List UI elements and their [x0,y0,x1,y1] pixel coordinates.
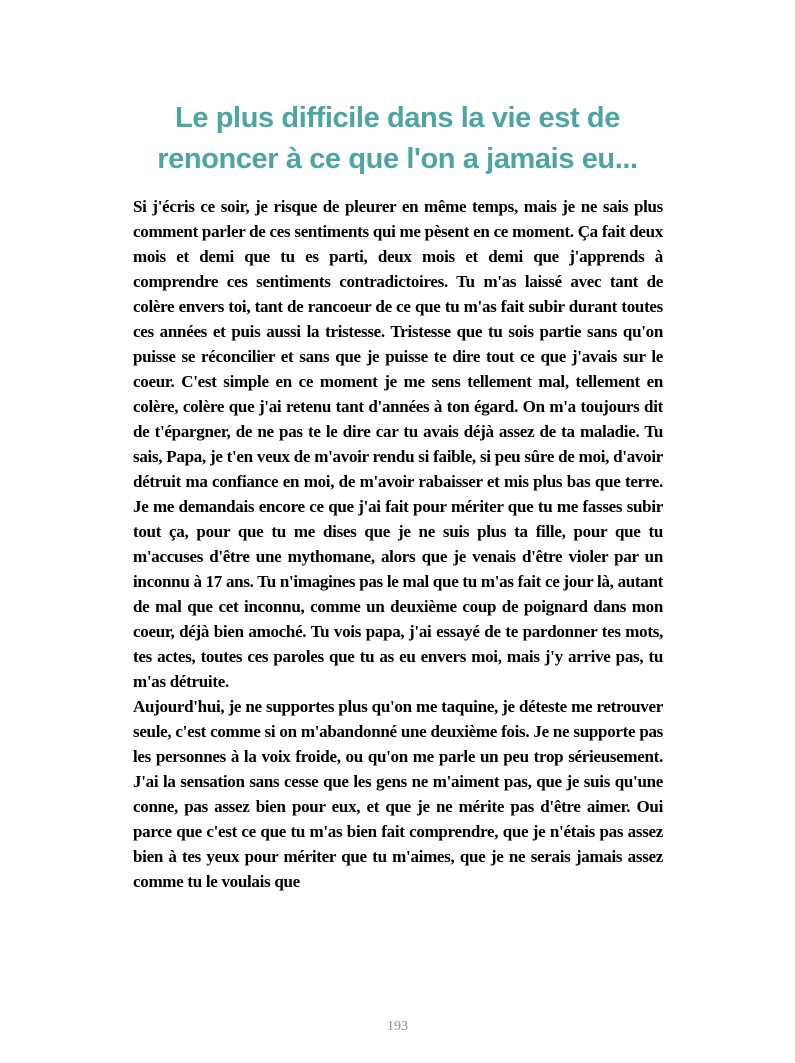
body-text [133,194,663,894]
paragraph-2: Aujourd'hui, je ne supportes plus qu'on me taquine, je déteste me retrouver seule, c'est comme si on m'abandonné une deuxième fois. Je ne supporte pas les personnes à la voix froide, ou qu'on me parle un peu trop sérieusement. J'ai la sensation sans cesse que les gens ne m'aiment pas, que je suis qu'une conne, pas assez bien pour eux, et que je ne mérite pas d'être aimer. Oui parce que c'est ce que tu m'as bien fait comprendre, que je n'étais pas assez bien à tes yeux pour mériter que tu m'aimes, que je ne serais jamais assez comme tu le voulais que [133,697,663,891]
page-title-line-1: Le plus difficile dans la vie est de [175,102,620,134]
page-title [0,98,795,180]
page-title-line-2: renoncer à ce que l'on a jamais eu... [157,143,638,175]
paragraph-1: Si j'écris ce soir, je risque de pleurer en même temps, mais je ne sais plus comment parler de ces sentiments qui me pèsent en ce moment. Ça fait deux mois et demi que tu es parti, deux mois et demi que j'apprends à comprendre ces sentiments contradictoires. Tu m'as laissé avec tant de colère envers toi, tant de rancoeur de ce que tu m'as fait subir durant toutes ces années et puis aussi la tristesse. Tristesse que tu sois partie sans qu'on puisse se réconcilier et sans que je puisse te dire tout ce que j'avais sur le coeur. C'est simple en ce moment je me sens tellement mal, tellement en colère, colère que j'ai retenu tant d'années à ton égard. On m'a toujours dit de t'épargner, de ne pas te le dire car tu avais déjà assez de ta maladie. Tu sais, Papa, je t'en veux de m'avoir rendu si faible, si peu sûre de moi, d'avoir détruit ma confiance en moi, de m'avoir rabaisser et mis plus bas que terre. Je me demandais encore ce que j'ai fait pour mériter que tu me fasses subir tout ça, pour que tu me dises que je ne suis plus ta fille, pour que tu m'accuses d'être une mythomane, alors que je venais d'être violer par un inconnu à 17 ans. Tu n'imagines pas le mal que tu m'as fait ce jour là, autant de mal que cet inconnu, comme un deuxième coup de poignard dans mon coeur, déjà bien amoché. Tu vois papa, j'ai essayé de te pardonner tes mots, tes actes, toutes ces paroles que tu as eu envers moi, mais j'y arrive pas, tu m'as détruite. [133,197,663,691]
page-number: 193 [387,1019,408,1034]
